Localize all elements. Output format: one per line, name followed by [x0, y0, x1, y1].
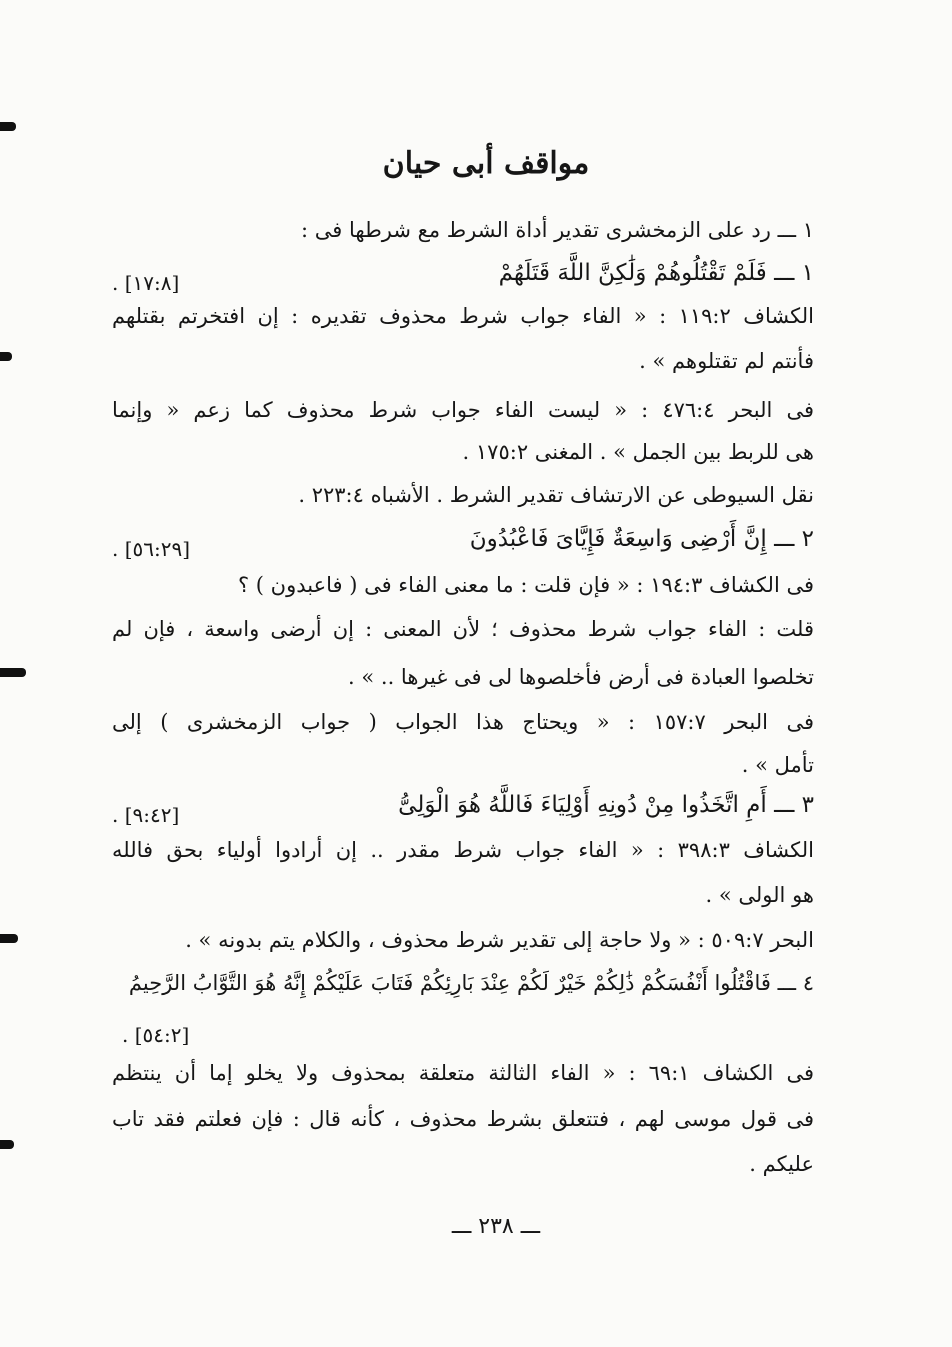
body-line: قلت : الفاء جواب شرط محذوف ؛ لأن المعنى : إن أرضى واسعة ، فإن لم: [112, 617, 814, 641]
page-number: ـــ ٢٣٨ ـــ: [451, 1214, 541, 1239]
body-line: فى قول موسى لهم ، فتتعلق بشرط محذوف ، كأنه قال : فإن فعلتم فقد تاب: [112, 1107, 814, 1131]
body-line: هو الولى » .: [705, 883, 814, 907]
body-line: تخلصوا العبادة فى أرض فأخلصوها لى فى غيرها .. » .: [348, 665, 814, 689]
quran-verse-1: ١ ـــ فَلَمْ تَقْتُلُوهُمْ وَلَٰكِنَّ اللَّهَ قَتَلَهُمْ: [498, 260, 814, 286]
verse-ref-2: [٥٦:٢٩] .: [112, 537, 191, 561]
verse-ref-1: [١٧:٨] .: [112, 271, 180, 295]
quran-verse-3: ٣ ـــ أَمِ اتَّخَذُوا مِنْ دُونِهِ أَوْلِيَاءَ فَاللَّهُ هُوَ الْوَلِىُّ: [398, 792, 814, 818]
body-line: هى للربط بين الجمل » . المغنى ١٧٥:٢ .: [462, 440, 814, 464]
body-line: الكشاف ١١٩:٢ : « الفاء جواب شرط محذوف تقديره : إن افتخرتم بقتلهم: [112, 304, 814, 328]
scan-edge-mark: [0, 122, 16, 131]
body-line: تأمل » .: [741, 753, 814, 777]
quran-verse-4: ٤ ـــ فَاقْتُلُوا أَنْفُسَكُمْ ذَٰلِكُمْ خَيْرٌ لَكُمْ عِنْدَ بَارِئِكُمْ فَتَابَ عَلَيْكُمْ إِنَّهُ هُوَ التَّوَّابُ الرَّحِيمُ: [128, 971, 814, 995]
body-line: فى الكشاف ٦٩:١ : « الفاء الثالثة متعلقة بمحذوف ولا يخلو إما أن ينتظم: [112, 1061, 815, 1085]
body-line: نقل السيوطى عن الارتشاف تقدير الشرط . الأشباه ٢٢٣:٤ .: [298, 483, 814, 507]
body-line: الكشاف ٣٩٨:٣ : « الفاء جواب شرط مقدر .. إن أرادوا أولياء بحق فالله: [112, 838, 814, 862]
body-line: البحر ٥٠٩:٧ : « ولا حاجة إلى تقدير شرط محذوف ، والكلام يتم بدونه » .: [185, 928, 814, 952]
quran-verse-2: ٢ ـــ إِنَّ أَرْضِى وَاسِعَةٌ فَإِيَّاىَ فَاعْبُدُونَ: [469, 526, 814, 552]
scan-edge-mark: [0, 352, 12, 361]
scan-edge-mark: [0, 668, 26, 677]
body-line: فأنتم لم تقتلوهم » .: [639, 349, 814, 373]
body-line: عليكم .: [749, 1152, 814, 1176]
scan-edge-mark: [0, 934, 18, 943]
verse-ref-3: [٩:٤٢] .: [112, 803, 180, 827]
section-heading: ١ ـــ رد على الزمخشرى تقدير أداة الشرط مع شرطها فى :: [301, 218, 814, 242]
scan-edge-mark: [0, 1140, 14, 1149]
verse-ref-4: [٥٤:٢] .: [122, 1023, 190, 1047]
page-title: مواقف أبى حيان: [382, 146, 590, 181]
body-line: فى الكشاف ١٩٤:٣ : « فإن قلت : ما معنى الفاء فى ( فاعبدون ) ؟: [237, 573, 814, 597]
body-line: فى البحر ١٥٧:٧ : « ويحتاج هذا الجواب ( جواب الزمخشرى ) إلى: [112, 710, 814, 734]
body-line: فى البحر ٤٧٦:٤ : « ليست الفاء جواب شرط محذوف كما زعم « وإنما: [112, 398, 814, 422]
